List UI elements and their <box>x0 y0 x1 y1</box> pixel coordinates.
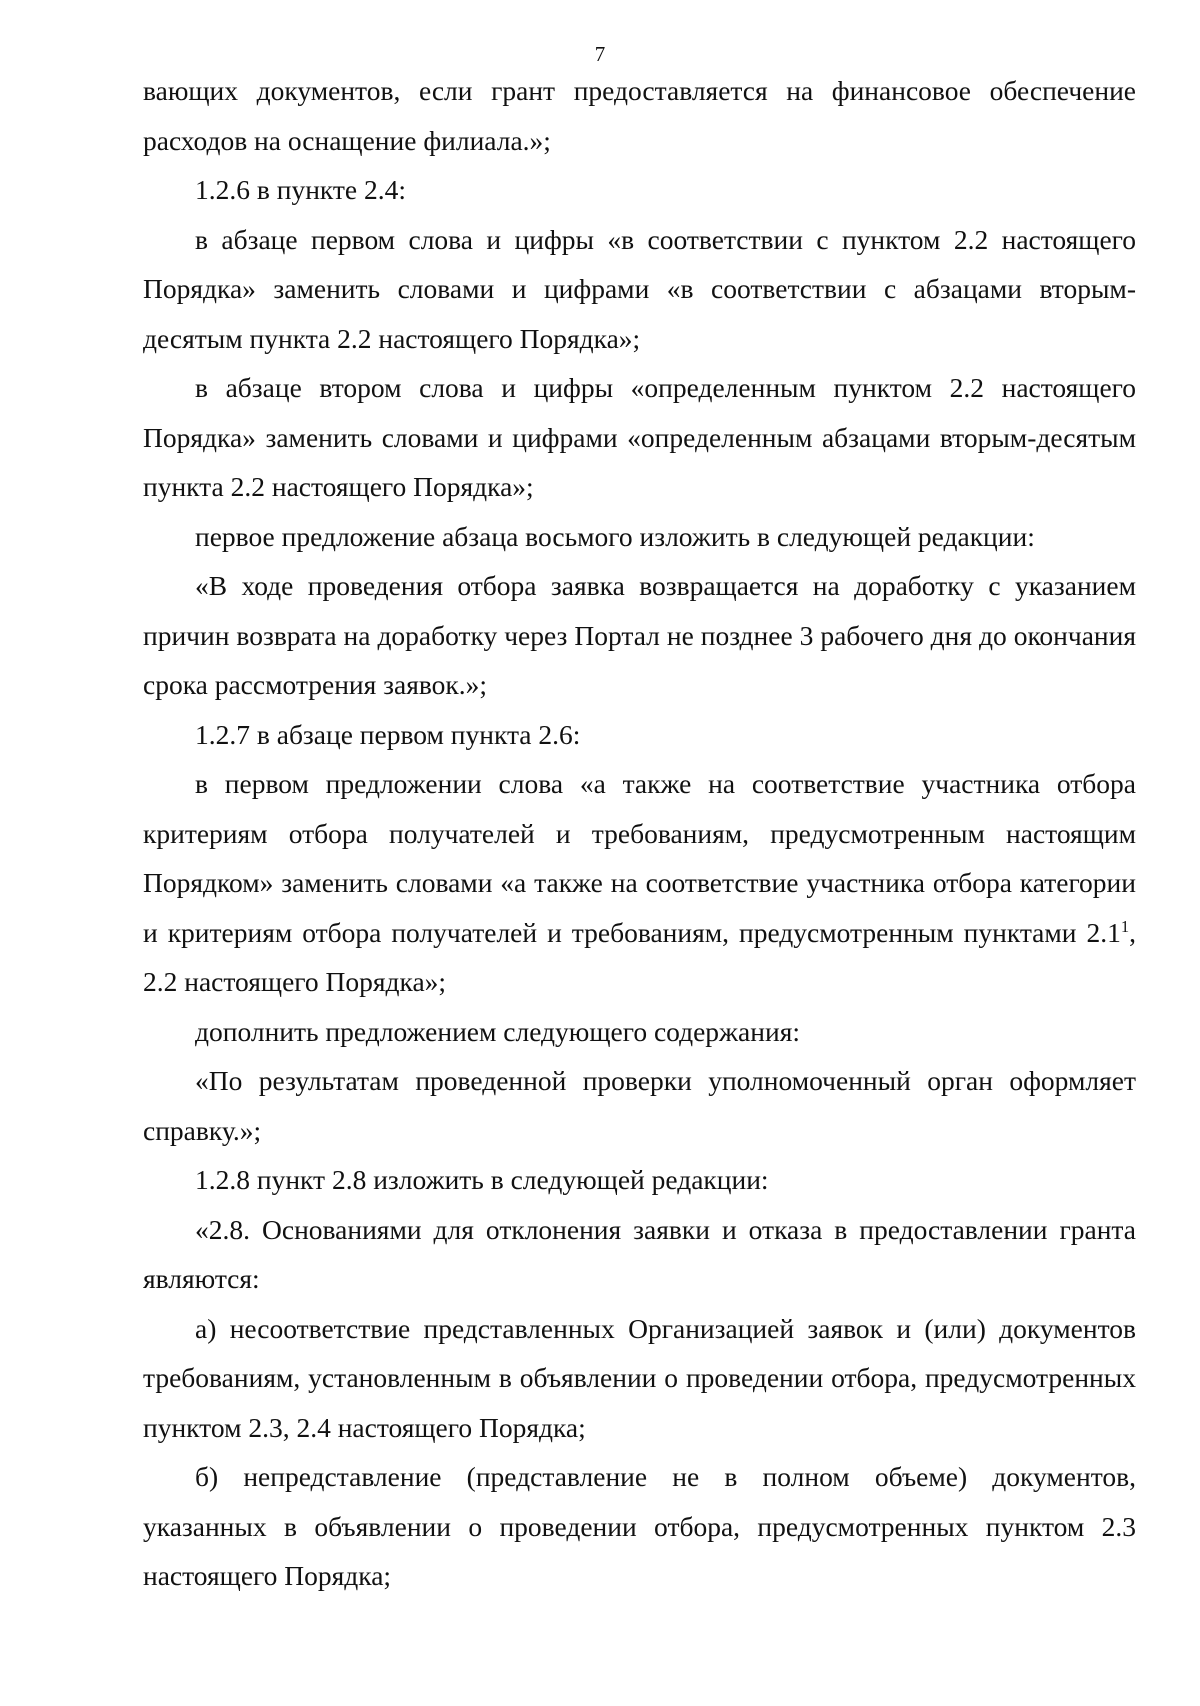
document-body <box>143 66 1136 1601</box>
page-number: 7 <box>594 42 606 66</box>
paragraph: 1.2.6 в пункте 2.4: <box>195 174 407 205</box>
paragraph: б) непредставление (представление не в полном объеме) документов, указанных в объявлении о проведении отбора, предусмотренных пунктом 2.3 настоящего Порядка; <box>143 1461 1136 1591</box>
paragraph: «По результатам проведенной проверки уполномоченный орган оформляет справку.»; <box>143 1065 1136 1146</box>
paragraph: в абзаце втором слова и цифры «определенным пунктом 2.2 настоящего Порядка» заменить словами и цифрами «определенным абзацами вторым-десятым пункта 2.2 настоящего Порядка»; <box>143 372 1136 502</box>
paragraph-text: в первом предложении слова «а также на соответствие участника отбора критериям отбора получателей и требованиям, предусмотренным настоящим Порядком» заменить словами «а также на соответствие участника отбора категории и критериям отбора получателей и требованиям, предусмотренным пунктами 2.1 <box>143 768 1136 948</box>
paragraph: «2.8. Основаниями для отклонения заявки и отказа в предоставлении гранта являются: <box>143 1213 1136 1294</box>
paragraph: 1.2.7 в абзаце первом пункта 2.6: <box>195 718 581 750</box>
paragraph: первое предложение абзаца восьмого изложить в следующей редакции: <box>195 520 1035 552</box>
paragraph: в абзаце первом слова и цифры «в соответствии с пунктом 2.2 настоящего Порядка» заменить словами и цифрами «в соответствии с абзацами вторым-десятым пункта 2.2 настоящего Порядка»; <box>143 223 1136 354</box>
paragraph: вающих документов, если грант предоставляется на финансовое обеспечение расходов на оснащение филиала.»; <box>143 75 1136 156</box>
paragraph: а) несоответствие представленных Организацией заявок и (или) документов требованиям, установленным в объявлении о проведении отбора, предусмотренных пунктом 2.3, 2.4 настоящего Порядка; <box>143 1312 1136 1443</box>
superscript-1: 1 <box>1120 917 1130 937</box>
paragraph: 1.2.8 пункт 2.8 изложить в следующей редакции: <box>195 1164 769 1195</box>
paragraph: дополнить предложением следующего содержания: <box>195 1015 800 1047</box>
paragraph: «В ходе проведения отбора заявка возвращается на доработку с указанием причин возврата на доработку через Портал не позднее 3 рабочего дня до окончания срока рассмотрения заявок.»; <box>143 570 1136 700</box>
paragraph <box>143 759 1136 1007</box>
paragraph-text: , 2.2 настоящего Порядка»; <box>143 916 1136 997</box>
